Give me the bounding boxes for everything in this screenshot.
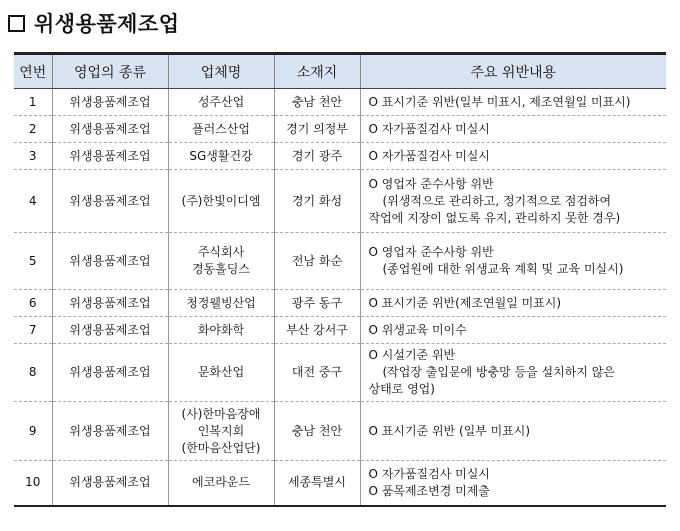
section-title-text: 위생용품제조업	[34, 12, 180, 36]
table-row	[14, 170, 666, 233]
company-name-line: 성주산업	[197, 94, 245, 109]
cell-location: 부산 강서구	[274, 317, 360, 344]
cell-no: 2	[14, 116, 52, 143]
cell-violation	[360, 461, 666, 506]
table-row	[14, 143, 666, 170]
violation-line: (위생적으로 관리하고, 정기적으로 점검하여	[382, 193, 612, 208]
table-row	[14, 402, 666, 461]
cell-company	[168, 116, 274, 143]
cell-no: 8	[14, 344, 52, 402]
cell-violation	[360, 317, 666, 344]
violation-line: O 시설기준 위반	[368, 348, 456, 362]
violation-line: O 표시기준 위반(제조연월일 미표시)	[368, 295, 562, 310]
violation-line: O 위생교육 미이수	[368, 322, 467, 337]
company-name-line: (한마음산업단)	[181, 440, 261, 455]
cell-violation	[360, 143, 666, 170]
cell-no: 7	[14, 317, 52, 344]
cell-no: 10	[25, 475, 41, 490]
violation-line: O 자가품질검사 미실시	[368, 121, 490, 136]
violation-line: O 영업자 준수사항 위반	[368, 245, 494, 259]
table-row	[14, 89, 666, 116]
cell-location: 충남 천안	[274, 89, 360, 116]
header-company: 업체명	[168, 54, 274, 89]
table-row	[14, 317, 666, 344]
cell-violation	[360, 116, 666, 143]
table-header-row	[14, 54, 666, 89]
company-name-line: SG생활건강	[189, 148, 253, 163]
company-name-line: 경동홀딩스	[192, 262, 250, 276]
table-row	[14, 116, 666, 143]
cell-violation	[360, 344, 666, 402]
header-violation: 주요 위반내용	[360, 54, 666, 89]
cell-violation	[360, 402, 666, 461]
header-no: 연번	[14, 54, 52, 89]
cell-company	[168, 170, 274, 233]
violation-line: O 표시기준 위반(일부 미표시, 제조연월일 미표시)	[368, 94, 631, 109]
cell-violation	[360, 89, 666, 116]
cell-no: 1	[14, 89, 52, 116]
violation-line: O 표시기준 위반 (일부 미표시)	[368, 423, 531, 438]
company-name-line: 플러스산업	[192, 121, 250, 136]
cell-business-type: 위생용품제조업	[52, 461, 168, 506]
violation-line: O 영업자 준수사항 위반	[368, 176, 494, 191]
violations-table	[14, 52, 666, 507]
cell-location: 경기 광주	[274, 143, 360, 170]
company-name-line: 청정웰빙산업	[186, 295, 256, 310]
cell-violation	[360, 290, 666, 317]
cell-company	[168, 290, 274, 317]
cell-no: 5	[14, 233, 52, 290]
company-name-line: (사)한마음장애	[181, 406, 261, 421]
cell-business-type: 위생용품제조업	[52, 233, 168, 290]
cell-company	[168, 89, 274, 116]
company-name-line: (주)한빛이디엠	[181, 193, 261, 208]
company-name-line: 주식회사	[197, 245, 245, 259]
checkbox-square-icon	[8, 15, 25, 32]
table-row	[14, 290, 666, 317]
cell-company	[168, 402, 274, 461]
table-row	[14, 344, 666, 402]
violation-line: (종업원에 대한 위생교육 계획 및 교육 미실시)	[382, 262, 624, 276]
cell-no: 9	[14, 402, 52, 461]
violation-line: O 품목제조변경 미제출	[368, 483, 490, 498]
cell-company	[168, 461, 274, 506]
cell-company	[168, 317, 274, 344]
cell-business-type: 위생용품제조업	[52, 402, 168, 461]
company-name-line: 화야화학	[197, 322, 245, 337]
cell-location: 세종특별시	[274, 461, 360, 506]
table-row	[14, 233, 666, 290]
cell-violation	[360, 170, 666, 233]
cell-no: 4	[14, 170, 52, 233]
cell-company	[168, 143, 274, 170]
company-name-line: 인복지회	[197, 423, 245, 438]
cell-violation	[360, 233, 666, 290]
cell-business-type: 위생용품제조업	[52, 344, 168, 402]
cell-business-type: 위생용품제조업	[52, 116, 168, 143]
cell-company	[168, 233, 274, 290]
cell-business-type: 위생용품제조업	[52, 89, 168, 116]
section-title	[8, 6, 180, 40]
cell-no: 3	[14, 143, 52, 170]
cell-location: 전남 화순	[274, 233, 360, 290]
cell-location: 충남 천안	[274, 402, 360, 461]
company-name-line: 에코라운드	[192, 475, 250, 490]
header-business-type: 영업의 종류	[52, 54, 168, 89]
table-row	[14, 461, 666, 506]
cell-business-type: 위생용품제조업	[52, 317, 168, 344]
cell-business-type: 위생용품제조업	[52, 290, 168, 317]
violation-line: 작업에 지장이 없도록 유지, 관리하지 못한 경우)	[368, 210, 621, 225]
cell-location: 경기 화성	[274, 170, 360, 233]
cell-location: 대전 중구	[274, 344, 360, 402]
violation-line: (작업장 출입문에 방충망 등을 설치하지 않은	[382, 365, 615, 379]
cell-business-type: 위생용품제조업	[52, 170, 168, 233]
header-location: 소재지	[274, 54, 360, 89]
cell-location: 경기 의정부	[274, 116, 360, 143]
cell-location: 광주 동구	[274, 290, 360, 317]
cell-company	[168, 344, 274, 402]
violation-line: 상태로 영업)	[368, 382, 435, 396]
company-name-line: 문화산업	[197, 365, 245, 379]
violation-line: O 자가품질검사 미실시	[368, 148, 490, 163]
violation-line: O 자가품질검사 미실시	[368, 466, 490, 481]
table-body	[14, 89, 666, 506]
cell-business-type: 위생용품제조업	[52, 143, 168, 170]
cell-no: 6	[14, 290, 52, 317]
